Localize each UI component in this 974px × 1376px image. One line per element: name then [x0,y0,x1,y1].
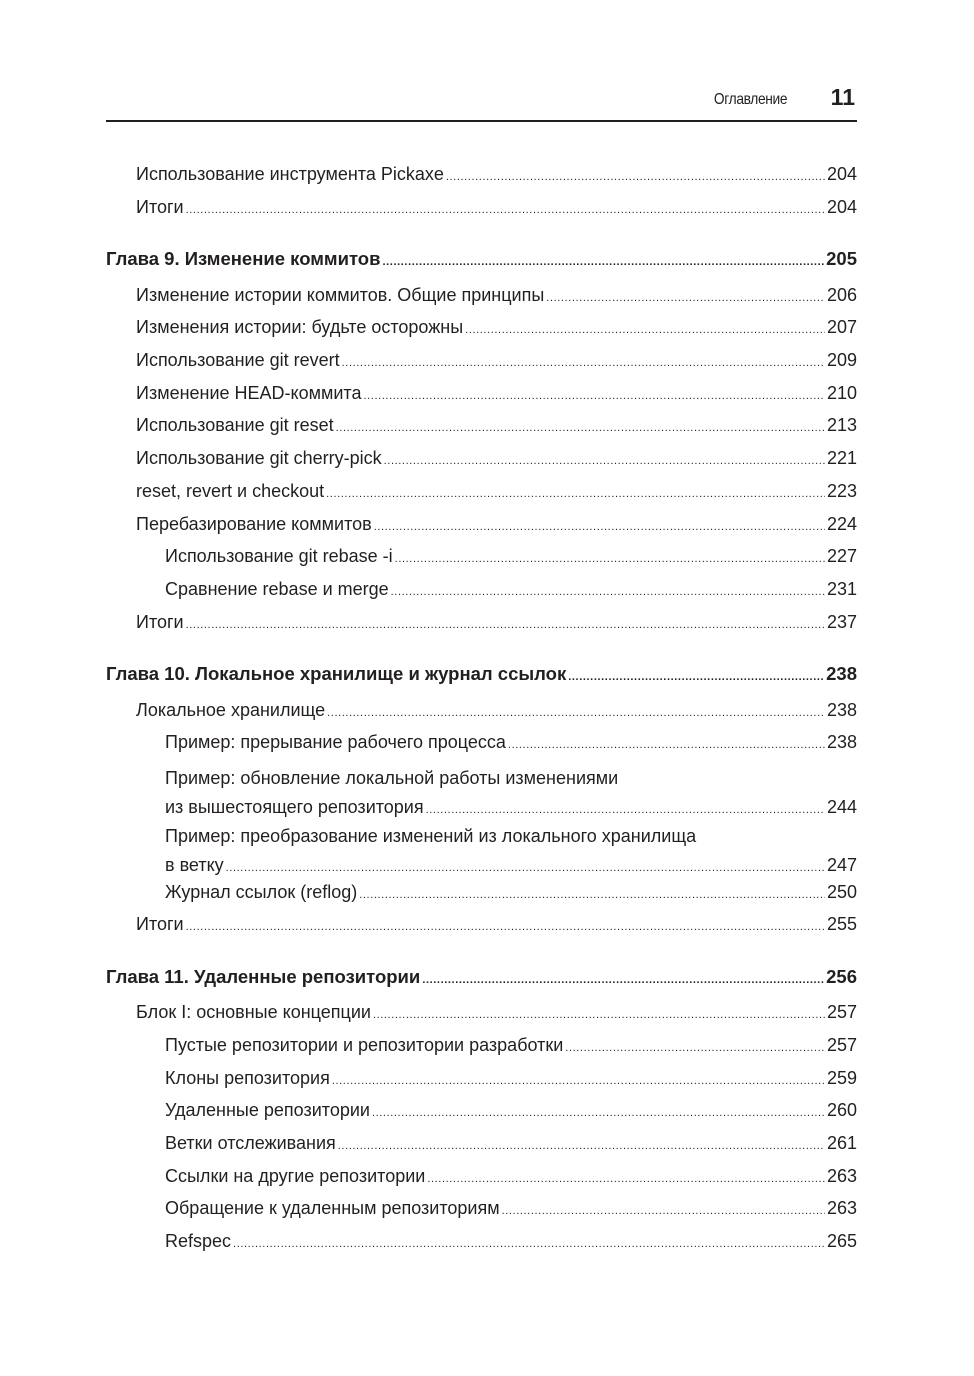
dot-leader [508,734,825,756]
toc-entry-page: 204 [826,197,857,217]
toc-entry [106,1099,857,1124]
dot-leader [374,516,825,538]
toc-entry-title: Сравнение rebase и merge [165,579,389,599]
toc-entry [106,881,857,906]
toc-entry [106,545,857,570]
running-header-title: Оглавление [713,91,787,108]
toc-entry-title: из вышестоящего репозитория [165,797,424,817]
toc-entry [106,316,857,341]
toc-entry [106,578,857,603]
toc-entry-page: 265 [826,1231,857,1251]
dot-leader [391,581,825,603]
toc-entry [106,513,857,538]
toc-entry-page: 256 [826,966,857,987]
dot-leader [233,1233,825,1255]
page-number: 11 [830,84,855,110]
dot-leader [565,1037,825,1059]
dot-leader [372,1102,825,1124]
toc-entry-title: Удаленные репозитории [165,1100,370,1120]
toc-entry-title: Итоги [136,914,184,934]
toc-chapter-entry [106,663,857,688]
toc-entry [106,414,857,439]
toc-entry-page: 257 [826,1035,857,1055]
toc-entry-page: 210 [826,383,857,403]
dot-leader [186,614,825,636]
toc-entry-page: 207 [826,317,857,337]
toc-entry [106,1132,857,1157]
dot-leader [338,1135,825,1157]
toc-entry-page: 247 [826,855,857,875]
toc-entry-title: reset, revert и checkout [136,481,325,501]
toc-entry [106,382,857,407]
dot-leader [327,702,825,724]
dot-leader [382,251,824,273]
toc-entry-page: 221 [826,448,857,468]
toc-entry [106,913,857,938]
toc-entry-title: в ветку [165,855,224,875]
toc-entry [106,1197,857,1222]
dot-leader [426,796,825,825]
toc-entry [106,822,857,883]
toc-entry-title: Использование git rebase -i [165,546,393,566]
toc-entry-title: Изменения истории: будьте осторожны [136,317,464,337]
toc-entry [106,284,857,309]
toc-entry-title: Пустые репозитории и репозитории разработки [165,1035,564,1055]
toc-entry-page: 213 [826,415,857,435]
dot-leader [427,1168,825,1190]
toc-entry-page: 260 [826,1100,857,1120]
dot-leader [226,854,825,883]
toc-entry-page: 237 [826,612,857,632]
dot-leader [326,483,825,505]
dot-leader [568,666,824,688]
dot-leader [465,319,825,341]
toc-entry-title: Локальное хранилище [136,700,326,720]
toc-entry-title-first-line: Пример: обновление локальной работы изменениями [165,768,619,788]
toc-entry-page: 206 [826,285,857,305]
toc-entry [106,196,857,221]
toc-entry-title: Журнал ссылок (reflog) [165,882,358,902]
toc-entry-title: Глава 10. Локальное хранилище и журнал ссылок [106,663,567,684]
toc-entry-page: 261 [826,1133,857,1153]
toc-entry-title: Пример: прерывание рабочего процесса [165,732,506,752]
toc-entry [106,349,857,374]
toc-chapter-entry [106,966,857,991]
dot-leader [502,1200,825,1222]
toc-entry-title: Использование git reset [136,415,334,435]
dot-leader [186,199,825,221]
dot-leader [373,1004,825,1026]
toc-entry-page: 257 [826,1002,857,1022]
toc-entry-page: 224 [826,514,857,534]
toc-entry [106,1001,857,1026]
dot-leader [359,884,825,906]
dot-leader [422,969,824,991]
toc-entry-title: Глава 11. Удаленные репозитории [106,966,421,987]
toc-entry-page: 227 [826,546,857,566]
toc-entry-page: 259 [826,1068,857,1088]
toc-entry-title: Использование git cherry-pick [136,448,382,468]
toc-entry [106,163,857,188]
dot-leader [546,287,825,309]
toc-entry-page: 238 [826,663,857,684]
toc-entry [106,480,857,505]
toc-entry [106,447,857,472]
toc-entry-title: Обращение к удаленным репозиториям [165,1198,500,1218]
toc-entry-page: 223 [826,481,857,501]
toc-entry [106,1034,857,1059]
dot-leader [336,417,825,439]
toc-entry-title: Изменение истории коммитов. Общие принципы [136,285,545,305]
toc-entry-title: Refspec [165,1231,232,1251]
toc-entry-title-first-line: Пример: преобразование изменений из локального хранилища [165,826,697,846]
toc-entry [106,1165,857,1190]
toc-entry-title: Использование инструмента Pickaxe [136,164,444,184]
toc-entry-title: Итоги [136,197,184,217]
dot-leader [384,450,825,472]
toc-entry-page: 238 [826,732,857,752]
toc-chapter-entry [106,248,857,273]
toc-entry-title: Изменение HEAD-коммита [136,383,362,403]
toc-entry-page: 238 [826,700,857,720]
toc-entry [106,1230,857,1255]
toc-entry-page: 204 [826,164,857,184]
toc-entry-page: 263 [826,1166,857,1186]
toc-entry-page: 250 [826,882,857,902]
running-header [106,84,857,122]
toc-entry-title: Итоги [136,612,184,632]
toc-entry-title: Блок I: основные концепции [136,1002,371,1022]
toc-entry [106,611,857,636]
dot-leader [342,352,825,374]
toc-entry [106,699,857,724]
toc-entry-title: Ветки отслеживания [165,1133,336,1153]
toc-entry-page: 209 [826,350,857,370]
toc-entry-page: 263 [826,1198,857,1218]
toc-entry-page: 205 [826,248,857,269]
toc-entry-page: 244 [826,797,857,817]
toc-entry-title: Глава 9. Изменение коммитов [106,248,381,269]
dot-leader [363,385,824,407]
dot-leader [332,1070,825,1092]
toc-entry-title: Клоны репозитория [165,1068,330,1088]
toc-entry [106,1067,857,1092]
toc-entry-page: 231 [826,579,857,599]
dot-leader [446,166,825,188]
toc-entry [106,764,857,825]
toc-entry-title: Перебазирование коммитов [136,514,372,534]
toc-entry-title: Ссылки на другие репозитории [165,1166,426,1186]
dot-leader [395,548,825,570]
toc-entry-page: 255 [826,914,857,934]
dot-leader [186,916,825,938]
toc-entry-title: Использование git revert [136,350,340,370]
toc-entry [106,731,857,756]
